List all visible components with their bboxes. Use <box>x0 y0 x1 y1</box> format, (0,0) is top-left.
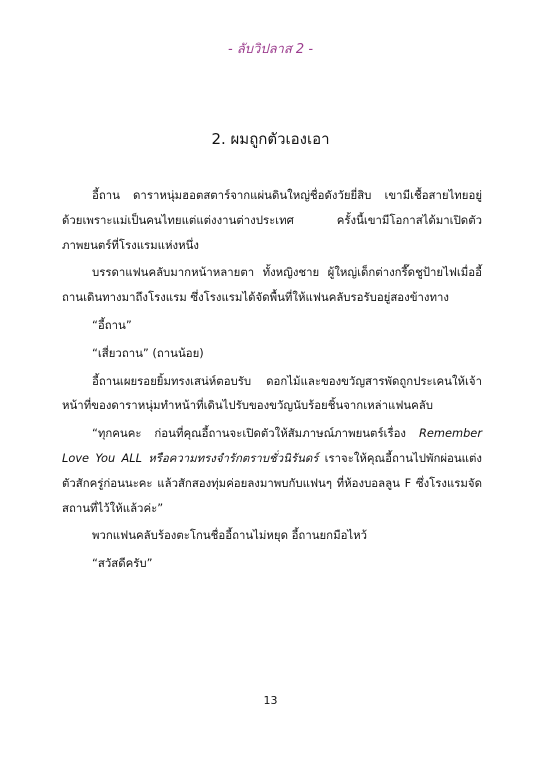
chapter-title: 2. ผมถูกตัวเองเอา <box>211 130 330 148</box>
dialogue-line: “สวัสดีครับ” <box>92 556 153 571</box>
paragraph <box>62 421 482 520</box>
dialogue-line: “เสี่ยวถาน” (ถานน้อย) <box>92 345 204 360</box>
page-number: 13 <box>263 694 278 707</box>
paragraph: อี้ถานเผยรอยยิ้มทรงเสน่ห์ตอบรับ ดอกไม้และของขวัญสารพัดถูกประเคนให้เจ้าหน้าที่ของดาราหนุ่มทำหน้าที่เดินไปรับของขวัญนับร้อยชิ้นจากเหล่าแฟนคลับ <box>62 373 482 413</box>
paragraph-segment: เราจะให้คุณอี้ถานไปพักผ่อนแต่งตัวสักครู่ก่อนนะคะ แล้วสักสองทุ่มค่อยลงมาพบกับแฟนๆ ที่ห้องบอลลูน F ซึ่งโรงแรมจัดสถานที่ไว้ให้แล้วค่ะ” <box>62 450 482 515</box>
paragraph: อี้ถาน ดาราหนุ่มฮอตสตาร์จากแผ่นดินใหญ่ชื่อดังวัยยี่สิบ เขามีเชื้อสายไทยอยู่ด้วยเพราะแม่เป็นคนไทยแต่แต่งงานต่างประเทศ ครั้งนี้เขามีโอกาสได้มาเปิดตัวภาพยนตร์ที่โรงแรมแห่งหนึ่ง <box>62 188 482 252</box>
paragraph: พวกแฟนคลับร้องตะโกนชื่ออี้ถานไม่หยุด อี้ถานยกมือไหว้ <box>92 528 368 543</box>
dialogue-line: “อี้ถาน” <box>92 317 132 332</box>
paragraph-segment: “ทุกคนคะ ก่อนที่คุณอี้ถานจะเปิดตัวให้สัมภาษณ์ภาพยนตร์เรื่อง <box>92 426 419 441</box>
movie-title: Remember Love You ALL หรือความทรงจำรักตราบชั่วนิรันดร์ <box>62 426 482 465</box>
paragraph: บรรดาแฟนคลับมากหน้าหลายตา ทั้งหญิงชาย ผู้ใหญ่เด็กต่างกรี๊ดชูป้ายไฟเมื่ออี้ถานเดินทางมาถึงโรงแรม ซึ่งโรงแรมได้จัดพื้นที่ให้แฟนคลับรอรับอยู่สองข้างทาง <box>62 265 482 305</box>
running-header: - ลับวิปลาส 2 - <box>227 42 314 57</box>
body-text <box>62 183 482 579</box>
